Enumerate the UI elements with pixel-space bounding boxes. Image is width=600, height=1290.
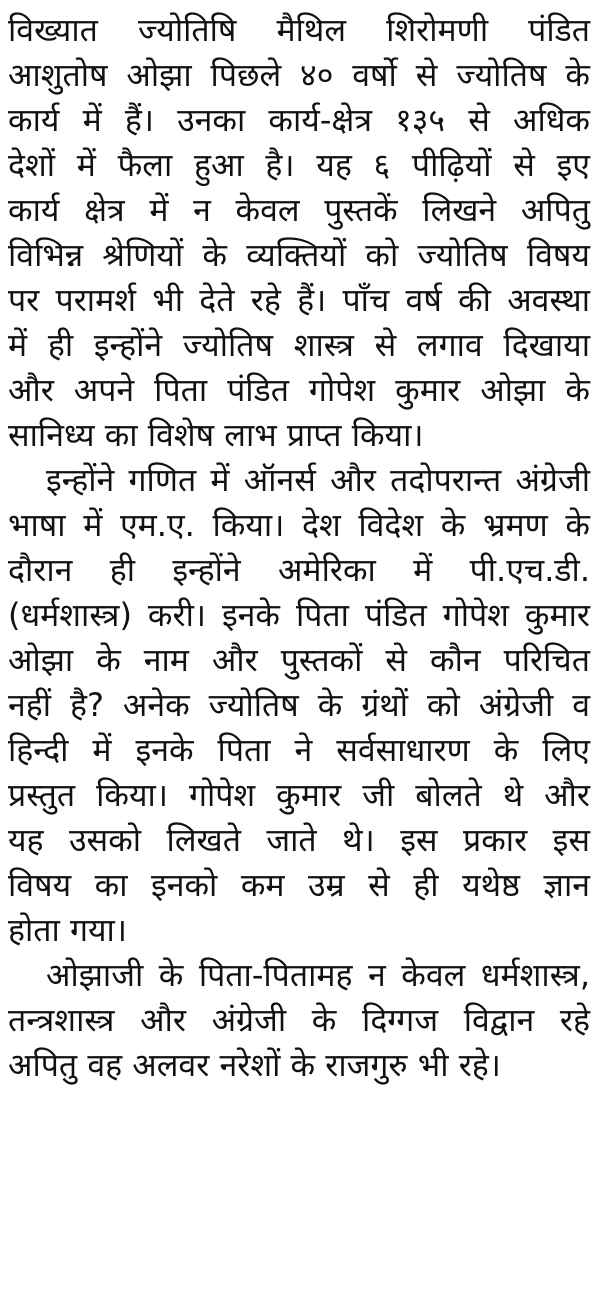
- text-line: विख्यात ज्योतिषि मैथिल शिरोमणी पंडित: [8, 11, 590, 49]
- text-line: विभिन्न श्रेणियों के व्यक्तियों को ज्योतिष विषय: [8, 236, 590, 274]
- text-line: तन्त्रशास्त्र और अंग्रेजी के दिग्गज विद्वान रहे: [8, 1001, 590, 1039]
- text-line: इन्होंने गणित में ऑनर्स और तदोपरान्त अंग्रेजी: [46, 461, 590, 499]
- text-line: (धर्मशास्त्र) करी। इनके पिता पंडित गोपेश कुमार: [8, 596, 590, 634]
- text-line: में ही इन्होंने ज्योतिष शास्त्र से लगाव दिखाया: [8, 326, 590, 364]
- text-line: विषय का इनको कम उम्र से ही यथेष्ठ ज्ञान: [8, 866, 590, 904]
- paragraph-3: [6, 953, 594, 1088]
- text-line: आशुतोष ओझा पिछले ४० वर्षो से ज्योतिष के: [8, 56, 590, 94]
- paragraph-2: [6, 458, 594, 953]
- text-line: ओझाजी के पिता-पितामह न केवल धर्मशास्त्र,: [46, 956, 590, 994]
- text-line: नहीं है? अनेक ज्योतिष के ग्रंथों को अंग्रेजी व: [8, 686, 590, 724]
- text-line: प्रस्तुत किया। गोपेश कुमार जी बोलते थे और: [8, 776, 590, 814]
- text-line: कार्य में हैं। उनका कार्य-क्षेत्र १३५ से अधिक: [8, 101, 590, 139]
- text-line: हिन्दी में इनके पिता ने सर्वसाधारण के लिए: [8, 731, 590, 769]
- text-line: ओझा के नाम और पुस्तकों से कौन परिचित: [8, 641, 590, 679]
- text-line: देशों में फैला हुआ है। यह ६ पीढ़ियों से इए: [8, 146, 590, 184]
- text-line: कार्य क्षेत्र में न केवल पुस्तकें लिखने अपितु: [8, 191, 590, 229]
- text-line: भाषा में एम.ए. किया। देश विदेश के भ्रमण के: [8, 506, 590, 544]
- text-line: यह उसको लिखते जाते थे। इस प्रकार इस: [8, 821, 590, 859]
- paragraph-1: [6, 8, 594, 458]
- text-line: और अपने पिता पंडित गोपेश कुमार ओझा के: [8, 371, 590, 409]
- text-line: होता गया।: [8, 911, 127, 949]
- text-line: सानिध्य का विशेष लाभ प्राप्त किया।: [8, 416, 424, 454]
- text-line: पर परामर्श भी देते रहे हैं। पाँच वर्ष की अवस्था: [8, 281, 590, 319]
- text-line: अपितु वह अलवर नरेशों के राजगुरु भी रहे।: [8, 1046, 501, 1084]
- text-line: दौरान ही इन्होंने अमेरिका में पी.एच.डी.: [8, 551, 590, 589]
